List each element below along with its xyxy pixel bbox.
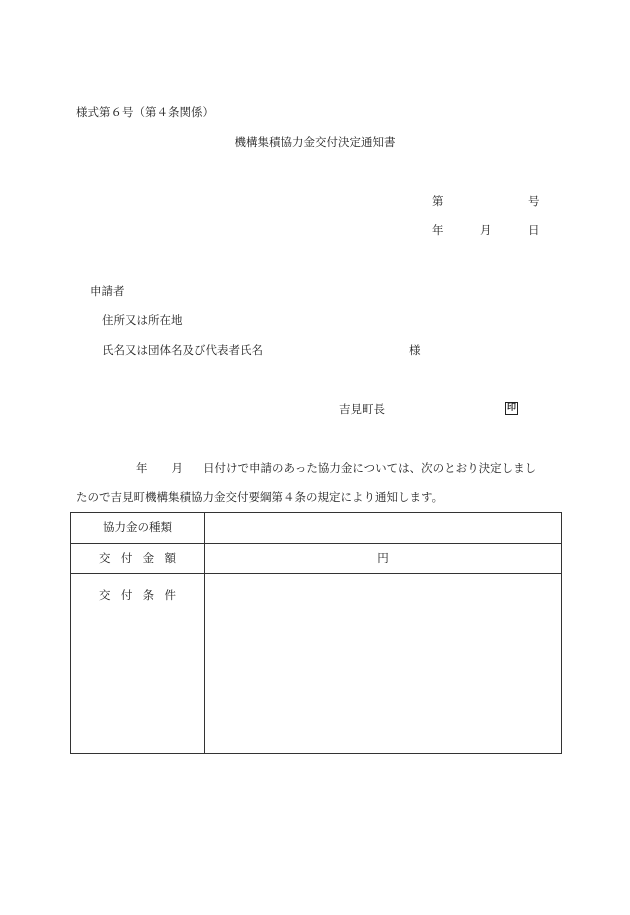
honorific: 様	[409, 343, 421, 357]
body-text-line-1	[136, 463, 536, 475]
issue-date-day: 日	[528, 223, 540, 237]
table-row	[71, 574, 562, 754]
table-row	[71, 513, 562, 544]
body-text-line-2: たので吉見町機構集積協力金交付要綱第４条の規定により通知します。	[76, 490, 444, 504]
grant-amount-value: 円	[205, 544, 562, 574]
grant-info-table	[70, 512, 562, 754]
grant-conditions-label	[71, 574, 205, 754]
document-number-suffix: 号	[528, 194, 540, 208]
issue-date-year: 年	[432, 223, 444, 237]
document-number-prefix: 第	[432, 194, 444, 208]
issue-date-month: 月	[480, 223, 492, 237]
name-label: 氏名又は団体名及び代表者氏名	[102, 343, 263, 357]
form-number: 様式第６号（第４条関係）	[76, 105, 214, 119]
seal-mark: 印	[506, 403, 516, 413]
grant-conditions-value	[205, 574, 562, 754]
grant-type-label: 協力金の種類	[71, 513, 205, 544]
grant-amount-label-text: 交付金額	[98, 550, 187, 565]
grant-type-value	[205, 513, 562, 544]
body-year: 年	[136, 461, 148, 475]
body-month: 月	[171, 461, 183, 475]
body-text: 日付けで申請のあった協力金については、次のとおり決定しまし	[203, 461, 537, 475]
issuer-title: 吉見町長	[339, 402, 385, 416]
table-row	[71, 544, 562, 574]
address-label: 住所又は所在地	[102, 313, 183, 327]
grant-conditions-label-text: 交付条件	[98, 588, 187, 602]
grant-amount-label	[71, 544, 205, 574]
applicant-heading: 申請者	[90, 284, 125, 298]
document-title: 機構集積協力金交付決定通知書	[234, 135, 396, 149]
